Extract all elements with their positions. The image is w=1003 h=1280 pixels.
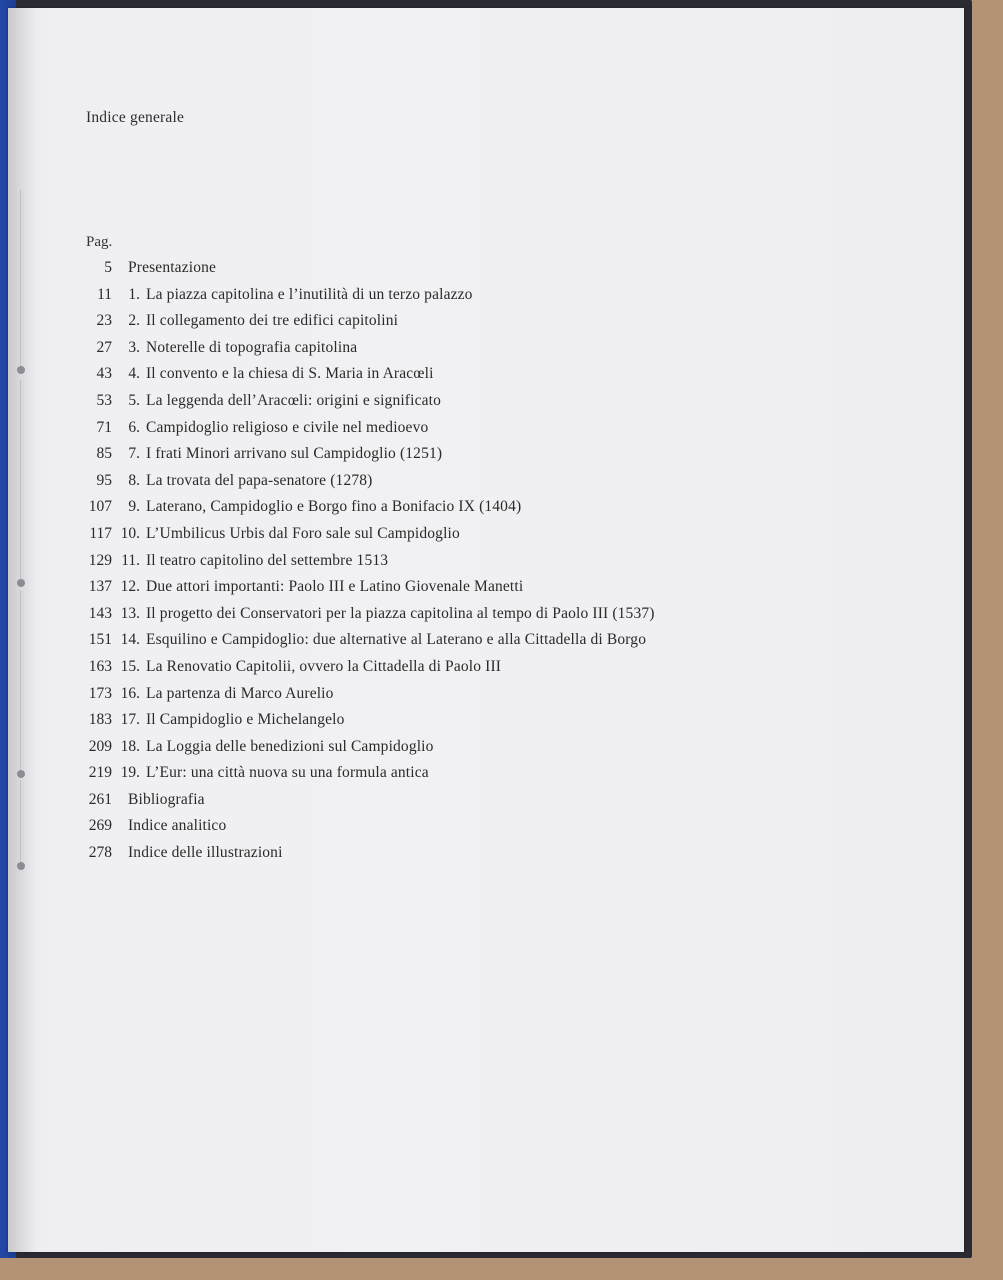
toc-entry — [78, 711, 838, 738]
toc-entry — [78, 738, 838, 765]
toc-page-number: 261 — [88, 790, 112, 808]
toc-page-number: 5 — [104, 259, 112, 276]
toc-chapter-title: Campidoglio religioso e civile nel medioevo — [146, 418, 429, 436]
toc-chapter-number: 4. — [128, 365, 140, 383]
toc-page-number: 183 — [88, 711, 112, 729]
toc-chapter-number: 14. — [120, 631, 140, 649]
toc-chapter-number: 6. — [128, 418, 140, 436]
toc-entry — [78, 259, 838, 286]
toc-page-number: 107 — [88, 498, 112, 516]
table-of-contents — [78, 259, 838, 871]
toc-page-number: 27 — [96, 338, 112, 356]
toc-entry — [78, 419, 838, 446]
toc-entry — [78, 472, 838, 499]
toc-page-number: 117 — [89, 524, 112, 542]
toc-chapter-number: 8. — [128, 471, 140, 489]
binding-hole — [17, 862, 25, 870]
toc-entry — [78, 764, 838, 791]
toc-entry — [78, 578, 838, 605]
toc-entry — [78, 605, 838, 632]
toc-page-number: 269 — [88, 817, 112, 835]
page-column-label: Pag. — [86, 234, 113, 250]
toc-chapter-title: L’Umbilicus Urbis dal Foro sale sul Campidoglio — [146, 524, 460, 542]
toc-page-number: 219 — [88, 764, 112, 782]
toc-page-number: 163 — [88, 657, 112, 675]
toc-page-number: 173 — [88, 684, 112, 702]
toc-chapter-title: L’Eur: una città nuova su una formula antica — [146, 764, 429, 782]
toc-chapter-title: La leggenda dell’Aracœli: origini e significato — [146, 391, 441, 409]
toc-chapter-title: Il progetto dei Conservatori per la piazza capitolina al tempo di Paolo III (1537) — [146, 604, 655, 622]
toc-entry — [78, 844, 838, 871]
toc-page-number: 129 — [88, 551, 112, 569]
toc-page-number: 23 — [96, 312, 112, 330]
toc-page-number: 11 — [97, 285, 112, 303]
toc-entry — [78, 525, 838, 552]
toc-chapter-number: 16. — [120, 684, 140, 702]
toc-chapter-title: Il teatro capitolino del settembre 1513 — [146, 551, 389, 569]
toc-chapter-title: Indice delle illustrazioni — [128, 844, 283, 862]
binding-hole — [17, 770, 25, 778]
toc-page-number: 137 — [88, 578, 112, 596]
toc-chapter-number: 11. — [121, 551, 140, 569]
toc-entry — [78, 552, 838, 579]
toc-entry — [78, 498, 838, 525]
toc-chapter-number: 1. — [128, 285, 140, 303]
toc-chapter-title: Il convento e la chiesa di S. Maria in Aracœli — [146, 365, 434, 383]
toc-entry — [78, 685, 838, 712]
toc-chapter-number: 5. — [128, 391, 140, 409]
binding-hole — [17, 366, 25, 374]
toc-entry — [78, 817, 838, 844]
binding-thread — [20, 780, 24, 870]
toc-chapter-title: La piazza capitolina e l’inutilità di un terzo palazzo — [146, 285, 473, 303]
toc-entry — [78, 631, 838, 658]
binding-thread — [20, 590, 24, 770]
toc-page-number: 85 — [96, 445, 112, 463]
toc-chapter-number: 18. — [120, 737, 140, 755]
toc-page-number: 95 — [96, 471, 112, 489]
toc-chapter-title: Bibliografia — [128, 790, 205, 808]
toc-chapter-title: La trovata del papa-senatore (1278) — [146, 471, 373, 489]
binding-hole — [17, 579, 25, 587]
toc-chapter-title: Il collegamento dei tre edifici capitolini — [146, 312, 399, 330]
toc-chapter-title: La partenza di Marco Aurelio — [146, 684, 334, 702]
toc-chapter-title: Il Campidoglio e Michelangelo — [146, 711, 345, 729]
toc-chapter-title: Presentazione — [128, 259, 217, 276]
toc-chapter-number: 15. — [120, 657, 140, 675]
toc-chapter-number: 9. — [128, 498, 140, 516]
toc-chapter-number: 19. — [120, 764, 140, 782]
toc-chapter-title: Esquilino e Campidoglio: due alternative al Laterano e alla Cittadella di Borgo — [146, 631, 647, 649]
toc-chapter-title: La Loggia delle benedizioni sul Campidoglio — [146, 737, 434, 755]
toc-chapter-number: 17. — [120, 711, 140, 729]
toc-chapter-number: 2. — [128, 312, 140, 330]
toc-page-number: 209 — [88, 737, 112, 755]
toc-page-number: 143 — [88, 604, 112, 622]
toc-entry — [78, 365, 838, 392]
toc-entry — [78, 286, 838, 313]
toc-page-number: 278 — [88, 844, 112, 862]
toc-entry — [78, 791, 838, 818]
binding-thread — [20, 190, 24, 370]
toc-chapter-number: 13. — [120, 604, 140, 622]
toc-chapter-number: 7. — [128, 445, 140, 463]
toc-chapter-title: Laterano, Campidoglio e Borgo fino a Bonifacio IX (1404) — [146, 498, 522, 516]
toc-chapter-number: 12. — [120, 578, 140, 596]
toc-entry — [78, 392, 838, 419]
toc-entry — [78, 339, 838, 366]
toc-chapter-number: 10. — [120, 524, 140, 542]
toc-page-number: 43 — [96, 365, 112, 383]
toc-chapter-title: La Renovatio Capitolii, ovvero la Cittadella di Paolo III — [146, 657, 502, 675]
toc-chapter-title: Due attori importanti: Paolo III e Latino Giovenale Manetti — [146, 578, 524, 596]
binding-thread — [20, 380, 24, 580]
toc-entry — [78, 445, 838, 472]
toc-page-number: 53 — [96, 391, 112, 409]
toc-entry — [78, 312, 838, 339]
toc-page-number: 71 — [96, 418, 112, 436]
toc-chapter-title: I frati Minori arrivano sul Campidoglio (1251) — [146, 445, 443, 463]
toc-chapter-title: Noterelle di topografia capitolina — [146, 338, 358, 356]
toc-chapter-number: 3. — [128, 338, 140, 356]
toc-chapter-title: Indice analitico — [128, 817, 227, 835]
toc-entry — [78, 658, 838, 685]
page-title: Indice generale — [86, 109, 185, 126]
toc-page-number: 151 — [88, 631, 112, 649]
